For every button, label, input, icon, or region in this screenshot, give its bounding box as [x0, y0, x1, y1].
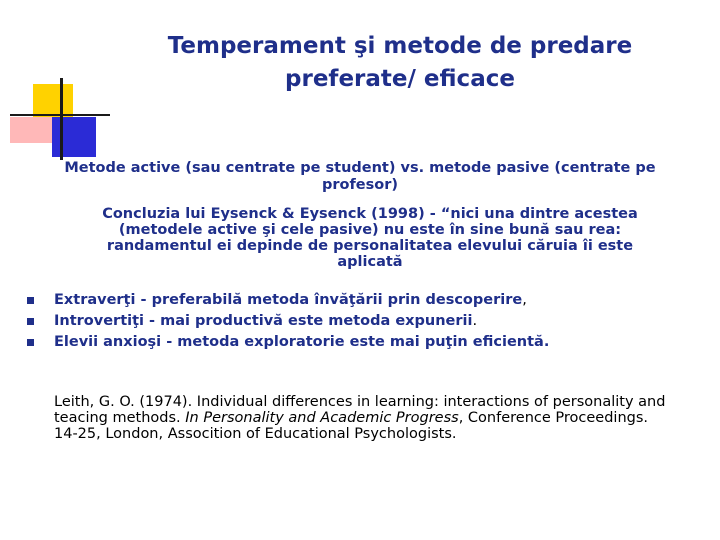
- list-item: [22, 290, 702, 311]
- conclusion-line-2: (metodele active şi cele pasive) nu este în sine bună sau rea:: [118, 222, 622, 238]
- slide-title-line-2: preferate/ eficace: [285, 66, 515, 92]
- list-item: [22, 311, 702, 332]
- slide-subtitle: [20, 160, 700, 194]
- bullet-text: Extraverţi - preferabilă metoda învăţării prin descoperire: [54, 292, 523, 308]
- citation-text: Leith, G. O. (1974). Individual differences in learning: interactions of personality and teacing methods.: [54, 394, 666, 426]
- logo-horizontal-line: [10, 114, 110, 116]
- citation-italic-title: In Personality and Academic Progress: [185, 410, 459, 426]
- citation-text-end: , Conference Proceedings. 14-25, London, Assocition of Educational Psychologists.: [54, 410, 648, 442]
- conclusion-line-4: aplicată: [337, 254, 403, 270]
- conclusion-line-1: Concluzia lui Eysenck & Eysenck (1998) - “nici una dintre acestea: [102, 206, 638, 222]
- list-item: [22, 332, 702, 353]
- slide-title: [140, 30, 660, 96]
- logo-vertical-line: [60, 78, 63, 160]
- citation: [54, 394, 674, 442]
- square-bullet-icon: [27, 318, 34, 325]
- subtitle-line-2: profesor): [321, 177, 398, 193]
- logo-blue-square: [52, 117, 96, 157]
- logo-yellow-square: [33, 84, 73, 118]
- bullet-list: [22, 290, 702, 353]
- bullet-punctuation: ,: [522, 292, 527, 308]
- conclusion-paragraph: [60, 206, 680, 270]
- conclusion-line-3: randamentul ei depinde de personalitatea elevului căruia îi este: [106, 238, 634, 254]
- logo-red-square: [10, 117, 54, 143]
- square-bullet-icon: [27, 297, 34, 304]
- square-bullet-icon: [27, 339, 34, 346]
- bullet-punctuation: .: [472, 313, 478, 329]
- slide-title-line-1: Temperament şi metode de predare: [167, 33, 633, 59]
- bullet-text: Elevii anxioşi - metoda exploratorie este mai puţin eficientă.: [54, 334, 550, 350]
- bullet-text: Introvertiţi - mai productivă este metoda expunerii: [54, 313, 473, 329]
- subtitle-line-1: Metode active (sau centrate pe student) vs. metode pasive (centrate pe: [64, 160, 656, 176]
